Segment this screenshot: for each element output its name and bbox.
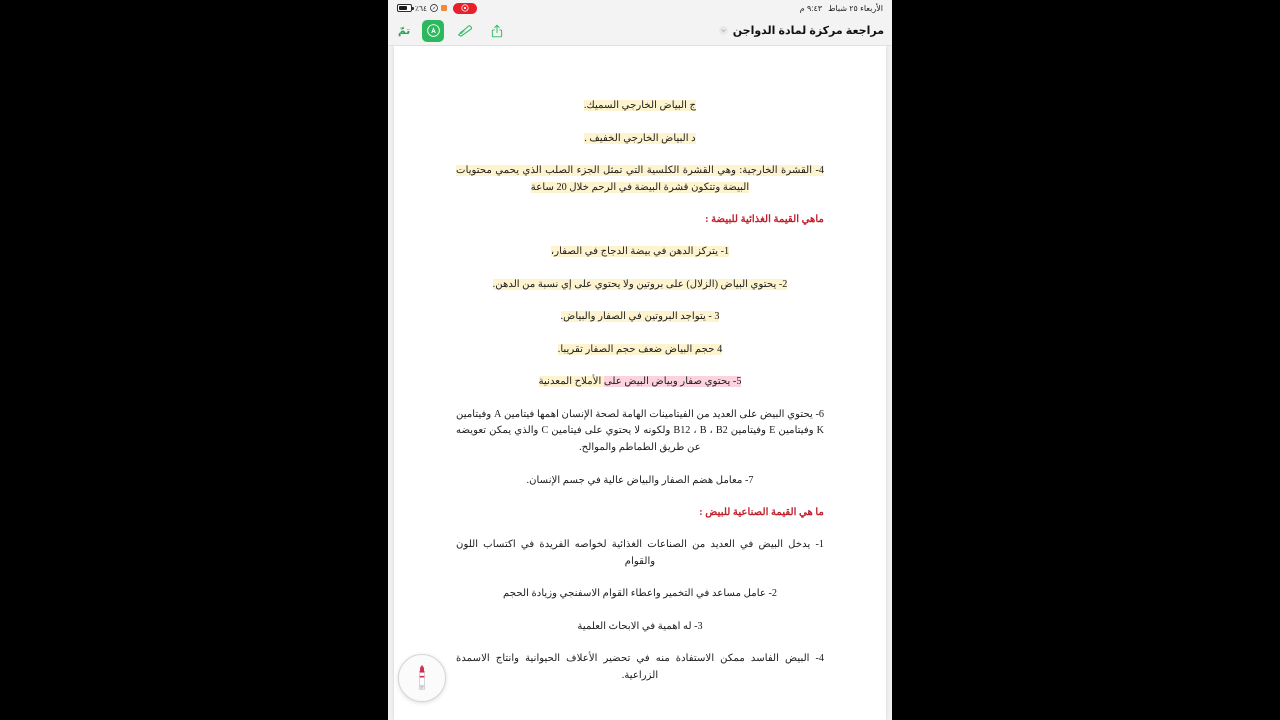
document-body — [394, 46, 886, 720]
markup-pen-button[interactable] — [454, 20, 476, 42]
highlighted-text: 4 حجم البياض ضعف حجم الصفار تقريبا. — [557, 343, 723, 355]
screen-recording-icon — [461, 4, 469, 12]
device-viewport — [388, 0, 892, 720]
markup-pen-icon — [456, 22, 474, 40]
document-page — [394, 46, 886, 720]
paragraph — [456, 98, 824, 115]
highlighted-text: 4- القشرة الخارجية: وهي القشرة الكلسية التي تمثل الجزء الصلب الذي يحمي محتويات البيضة وتتكون قشرة البيضة في الرحم خلال 20 ساعة — [456, 165, 824, 193]
battery-percent-label: ٪٦٤ — [415, 3, 428, 13]
highlighted-text: 1- يتركز الدهن في بيضة الدجاج في الصفار، — [550, 246, 730, 258]
yellow-highlighted-text: الأملاح المعدنية — [538, 376, 604, 388]
battery-fill — [399, 6, 407, 10]
status-bar — [388, 0, 892, 16]
paragraph — [456, 163, 824, 196]
status-bar-right — [800, 4, 883, 13]
section-heading: ماهي القيمة الغذائية للبيضة : — [705, 214, 824, 226]
paragraph: 4- البيض الفاسد ممكن الاستفادة منه في تحضير الأعلاف الحيوانية وانتاج الاسمدة الزراعية. — [456, 653, 824, 681]
pink-highlighted-text: 5- يحتوي صفار وبياض البيض على — [603, 376, 742, 388]
highlighted-text: د البياض الخارجي الخفيف . — [584, 132, 696, 144]
status-bar-date: الأربعاء ٢٥ شباط — [828, 3, 883, 13]
paragraph — [456, 131, 824, 148]
done-button[interactable]: تمّ — [398, 24, 411, 37]
paragraph: 2- عامل مساعد في التخمير واعطاء القوام الاسفنجي وزيادة الحجم — [503, 588, 777, 600]
paragraph — [456, 342, 824, 359]
status-bar-left — [397, 3, 477, 14]
highlighter-tool-button[interactable] — [422, 20, 444, 42]
screen-recording-indicator[interactable] — [453, 3, 477, 14]
highlighter-pen-icon — [409, 663, 435, 693]
paragraph: 3- له اهمية في الابحاث العلمية — [577, 620, 703, 632]
battery-icon — [397, 4, 412, 12]
microphone-in-use-indicator — [441, 5, 447, 11]
document-title: مراجعة مركزة لمادة الدواجن — [732, 25, 884, 37]
location-arrow-icon — [430, 4, 438, 12]
paragraph: 1- يدخل البيض في العديد من الصناعات الغذائية لخواصه الفريدة في اكتساب اللون والقوام — [456, 539, 824, 567]
share-upload-icon — [489, 23, 505, 39]
paragraph — [456, 244, 824, 261]
paragraph: 6- يحتوي البيض على العديد من الفيتامينات الهامة لصحة الإنسان اهمها فيتامين A وفيتامين K وفيتامين E وفيتامين B12 ، B ، B2 ولكونه لا يحتوي على فيتامين C والذي يمكن تعويضه عن طريق الطماطم والموالح. — [456, 408, 825, 453]
highlighted-text: ج البياض الخارجي السميك. — [583, 100, 697, 111]
paragraph — [456, 309, 824, 326]
highlighted-text: 2- يحتوي البياض (الزلال) على بروتين ولا يحتوي على إي نسبة من الدهن. — [492, 278, 788, 290]
toolbar-right-group[interactable] — [718, 24, 884, 37]
share-button[interactable] — [486, 20, 508, 42]
paragraph — [456, 277, 824, 294]
page-scroll-area[interactable] — [388, 46, 892, 720]
status-bar-time: ٩:٤٣ م — [799, 3, 823, 13]
highlighted-text: 3 - يتواجد البروتين في الصفار والبياض. — [560, 311, 720, 323]
highlighter-floating-button[interactable] — [398, 654, 446, 702]
section-heading: ما هي القيمة الصناعية للبيض : — [699, 507, 824, 519]
chevron-down-icon[interactable] — [718, 25, 729, 36]
battery-indicator — [397, 4, 412, 12]
paragraph-mixed-highlight — [456, 374, 824, 391]
paragraph: 7- معامل هضم الصفار والبياض عالية في جسم الإنسان. — [526, 474, 754, 486]
app-toolbar — [388, 16, 892, 46]
toolbar-left-group — [396, 20, 508, 42]
highlighter-marker-icon — [426, 23, 441, 38]
